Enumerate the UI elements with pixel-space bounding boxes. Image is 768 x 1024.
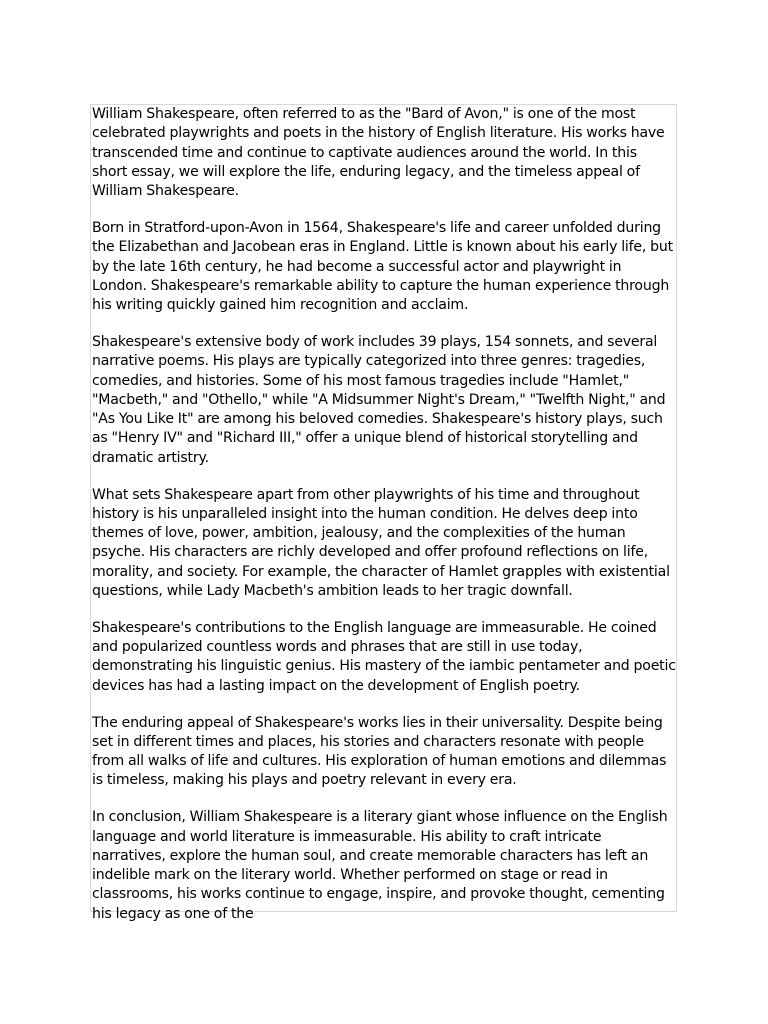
essay-body (92, 105, 676, 941)
paragraph-appeal: The enduring appeal of Shakespeare's works lies in their universality. Despite being set in different times and places, his stories and characters resonate with people from all walks of life and cultures. His exploration of human emotions and dilemmas is timeless, making his plays and poetry relevant in every era. (92, 714, 667, 789)
paragraph-early-life: Born in Stratford-upon-Avon in 1564, Shakespeare's life and career unfolded during the Elizabethan and Jacobean eras in England. Little is known about his early life, but by the late 16th century, he had become a successful actor and playwright in London. Shakespeare's remarkable ability to capture the human experience through his writing quickly gained him recognition and acclaim. (92, 219, 673, 314)
document-page (90, 104, 677, 922)
paragraph-body-of-work: Shakespeare's extensive body of work includes 39 plays, 154 sonnets, and several narrative poems. His plays are typically categorized into three genres: tragedies, comedies, and histories. Some of his most famous tragedies include "Hamlet," "Macbeth," and "Othello," while "A Midsummer Night's Dream," "Twelfth Night," and "As You Like It" are among his beloved comedies. Shakespeare's history plays, such as "Henry IV" and "Richard III," offer a unique blend of historical storytelling and dramatic artistry. (92, 333, 666, 466)
paragraph-language: Shakespeare's contributions to the English language are immeasurable. He coined and popularized countless words and phrases that are still in use today, demonstrating his linguistic genius. His mastery of the iambic pentameter and poetic devices has had a lasting impact on the development of English poetry. (92, 619, 676, 694)
paragraph-human-condition: What sets Shakespeare apart from other playwrights of his time and throughout history is his unparalleled insight into the human condition. He delves deep into themes of love, power, ambition, jealousy, and the complexities of the human psyche. His characters are richly developed and offer profound reflections on life, morality, and society. For example, the character of Hamlet grapples with existential questions, while Lady Macbeth's ambition leads to her tragic downfall. (92, 486, 670, 600)
paragraph-intro: William Shakespeare, often referred to as the "Bard of Avon," is one of the most celebrated playwrights and poets in the history of English literature. His works have transcended time and continue to captivate audiences around the world. In this short essay, we will explore the life, enduring legacy, and the timeless appeal of William Shakespeare. (92, 106, 665, 200)
paragraph-conclusion: In conclusion, William Shakespeare is a literary giant whose influence on the English language and world literature is immeasurable. His ability to craft intricate narratives, explore the human soul, and create memorable characters has left an indelible mark on the literary world. Whether performed on stage or read in classrooms, his works continue to engage, inspire, and provoke thought, cementing his legacy as one of the (92, 809, 668, 922)
